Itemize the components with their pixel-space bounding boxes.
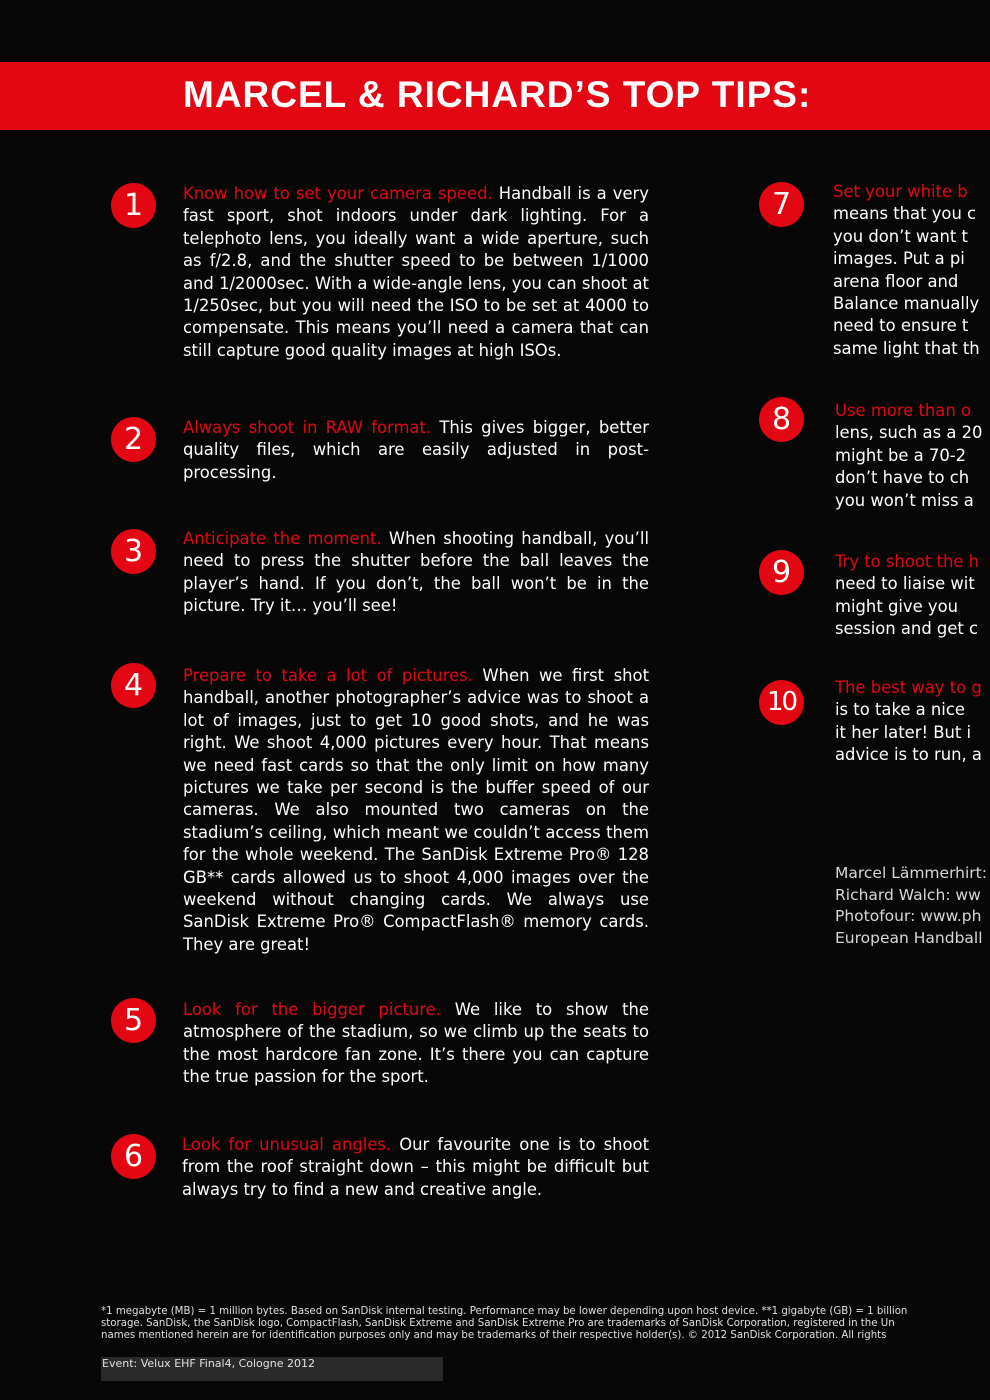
tip-line: it her later! But i bbox=[835, 722, 972, 742]
tip-10-text bbox=[835, 677, 982, 767]
tip-line: is to take a nice bbox=[835, 700, 965, 720]
tip-heading: Use more than o bbox=[835, 401, 971, 420]
legal-footnote bbox=[101, 1306, 990, 1346]
tip-line: you don’t want t bbox=[833, 226, 968, 246]
tip-heading: Always shoot in RAW format. bbox=[183, 418, 432, 437]
tip-number-badge: 3 bbox=[111, 529, 156, 574]
footnote-line: *1 megabyte (MB) = 1 million bytes. Based on SanDisk internal testing. Performance may be lower depending upon host device. **1 gigabyte (GB) = 1 billion bbox=[101, 1306, 908, 1317]
credit-line: European Handball bbox=[835, 928, 983, 947]
tip-line: might give you bbox=[835, 596, 959, 616]
tip-line: don’t have to ch bbox=[835, 468, 970, 488]
tip-body: Our favourite one is to shoot from the roof straight down – this might be difficult but always try to find a new and creative angle. bbox=[182, 1135, 649, 1199]
event-text: Event: Velux EHF Final4, Cologne 2012 bbox=[102, 1357, 315, 1370]
tip-number-badge: 2 bbox=[111, 417, 156, 462]
tip-heading: Look for the bigger picture. bbox=[183, 1000, 441, 1019]
tip-number-badge: 6 bbox=[111, 1134, 156, 1179]
tip-number-badge: 10 bbox=[759, 680, 804, 725]
tip-text bbox=[183, 528, 649, 618]
page-title: MARCEL & RICHARD’S TOP TIPS: bbox=[183, 74, 812, 115]
tip-line: advice is to run, a bbox=[835, 745, 982, 765]
footnote-line: storage. SanDisk, the SanDisk logo, CompactFlash, SanDisk Extreme and SanDisk Extreme Pro are trademarks of SanDisk Corporation, registered in the Un bbox=[101, 1317, 895, 1329]
tip-number-badge: 8 bbox=[759, 397, 804, 442]
credit-line: Photofour: www.ph bbox=[835, 907, 982, 925]
tip-heading: Try to shoot the h bbox=[835, 552, 980, 571]
tip-line: session and get c bbox=[835, 619, 979, 639]
tip-body: When shooting handball, you’ll need to press the shutter before the ball leaves the player’s hand. If you don’t, the ball won’t be in the picture. Try it… you’ll see! bbox=[183, 529, 650, 616]
tip-body: When we first shot handball, another photographer’s advice was to shoot a lot of images, just to get 10 good shots, and he was right. We shoot 4,000 pictures every hour. That means we need fast cards so that the only limit on how many pictures we take per second is the buffer speed of our cameras. We also mounted two cameras on the stadium’s ceiling, which meant we couldn’t access them for the whole weekend. The SanDisk Extreme Pro® 128 GB** cards allowed us to shoot 4,000 images over the weekend without changing cards. We always use SanDisk Extreme Pro® CompactFlash® memory cards. They are great! bbox=[183, 666, 649, 954]
tip-heading: Set your white b bbox=[833, 182, 968, 201]
footnote-line: names mentioned herein are for identification purposes only and may be trademarks of their respective holder(s). © 2012 SanDisk Corporation. All rights bbox=[101, 1329, 887, 1341]
tip-body: We like to show the atmosphere of the stadium, so we climb up the seats to the most hardcore fan zone. It’s there you can capture the true passion for the sport. bbox=[183, 1000, 649, 1087]
tip-line: Balance manually bbox=[833, 294, 980, 314]
tip-7-text bbox=[833, 181, 980, 360]
photographer-credits bbox=[835, 863, 987, 949]
tip-line: arena floor and bbox=[833, 271, 959, 291]
tip-body: This gives bigger, better quality files, which are easily adjusted in post-processing. bbox=[183, 418, 649, 482]
tip-heading: Prepare to take a lot of pictures. bbox=[183, 666, 473, 685]
tip-heading: Look for unusual angles. bbox=[182, 1135, 392, 1154]
tip-line: you won’t miss a bbox=[835, 490, 974, 510]
tip-line: need to liaise wit bbox=[835, 574, 975, 594]
credit-line: Marcel Lämmerhirt: bbox=[835, 864, 987, 882]
tip-number-badge: 7 bbox=[759, 182, 804, 227]
tip-line: lens, such as a 20 bbox=[835, 423, 983, 443]
tip-heading: Anticipate the moment. bbox=[183, 529, 382, 548]
tip-number-badge: 1 bbox=[111, 183, 156, 228]
tip-9-text bbox=[835, 551, 979, 641]
event-caption bbox=[101, 1357, 443, 1381]
title-banner bbox=[0, 62, 990, 130]
right-column bbox=[820, 140, 990, 1000]
tip-text bbox=[183, 183, 649, 362]
tip-line: images. Put a pi bbox=[833, 249, 965, 269]
tip-heading: Know how to set your camera speed. bbox=[183, 184, 493, 203]
credit-line: Richard Walch: ww bbox=[835, 885, 981, 904]
tip-text bbox=[183, 417, 649, 484]
tip-line: need to ensure t bbox=[833, 316, 969, 336]
tip-text bbox=[183, 999, 649, 1089]
tip-8-text bbox=[835, 400, 982, 512]
tip-text bbox=[183, 665, 649, 956]
tip-line: same light that th bbox=[833, 338, 980, 358]
tip-number-badge: 5 bbox=[111, 998, 156, 1043]
tip-number-badge: 9 bbox=[759, 550, 804, 595]
tip-line: might be a 70-2 bbox=[835, 445, 967, 465]
tip-text bbox=[182, 1134, 649, 1201]
tip-body: Handball is a very fast sport, shot indoors under dark lighting. For a telephoto lens, you ideally want a wide aperture, such as f/2.8, and the shutter speed to be between 1/1000 and 1/2000sec. With a wide-angle lens, you can shoot at 1/250sec, but you will need the ISO to be set at 4000 to compensate. This means you’ll need a camera that can still capture good quality images at high ISOs. bbox=[183, 184, 649, 360]
tip-number-badge: 4 bbox=[111, 663, 156, 708]
tip-line: means that you c bbox=[833, 204, 977, 224]
tip-heading: The best way to g bbox=[835, 678, 982, 697]
